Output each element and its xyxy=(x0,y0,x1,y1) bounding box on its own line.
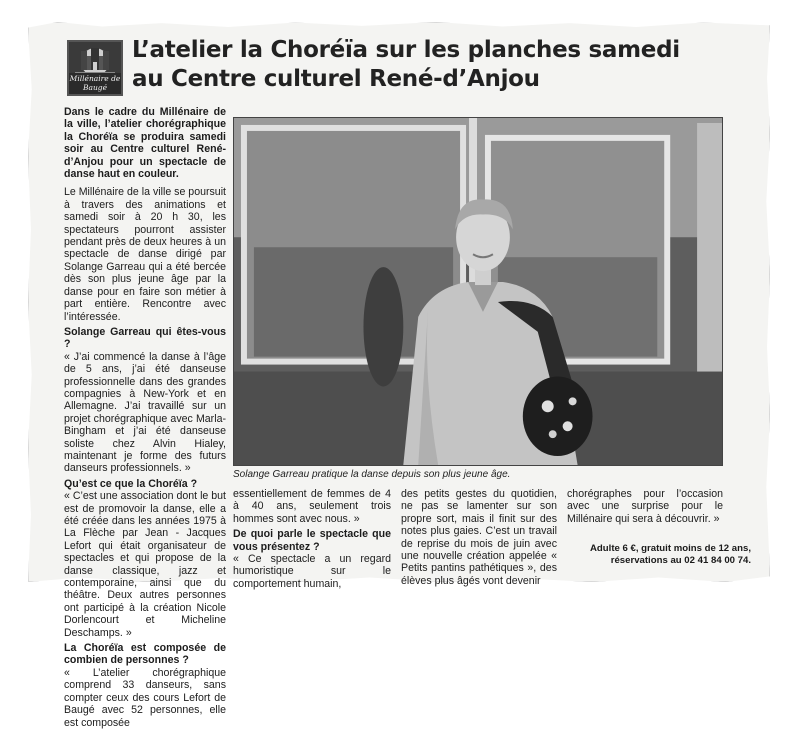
headline-line-2: au Centre culturel René-d’Anjou xyxy=(132,66,540,92)
ticket-price: Adulte 6 €, gratuit moins de 12 ans, xyxy=(590,543,751,554)
article-column-4 xyxy=(567,488,723,528)
reservation-phone: réservations au 02 41 84 00 74. xyxy=(610,555,751,566)
question-4: De quoi parle le spectacle que vous présentez ? xyxy=(233,528,391,553)
article-column-1 xyxy=(64,106,226,732)
column-3-text: des petits gestes du quotidien, ne pas se lamenter sur son propre sort, mais il finit sur des notes plus gaies. C’est un travail de reprise du mois de juin avec une nouvelle création appelée « Petits pantins pathétiques », des élèves plus âgés vont devenir xyxy=(401,488,557,587)
ticket-info xyxy=(545,543,751,567)
article-headline xyxy=(132,36,692,94)
article-intro: Le Millénaire de la ville se poursuit à travers des animations et samedi soir à 20 h 30, les spectateurs pourront assister pendant près de deux heures à un spectacle de danse dirigé par Solange Garreau qui a été bercée dès son plus jeune âge par la danse pour en faire son métier à part entière. Rencontre avec l’intéressée. xyxy=(64,186,226,323)
photo-caption: Solange Garreau pratique la danse depuis son plus jeune âge. xyxy=(233,469,511,480)
millenaire-logo xyxy=(67,40,123,96)
article-column-3 xyxy=(401,488,557,590)
answer-3: « L’atelier chorégraphique comprend 33 danseurs, sans compter ceux des cours Lefort de Baugé avec 52 personnes, elle est composée xyxy=(64,666,226,729)
column-2-text: essentiellement de femmes de 4 à 40 ans, seulement trois hommes sont avec nous. » xyxy=(233,488,391,525)
article-lead: Dans le cadre du Millénaire de la ville, l’atelier chorégraphique la Choréïa se produira samedi soir au Centre culturel René-d’Anjou pour un spectacle de danse haut en couleur. xyxy=(64,106,226,181)
answer-1: « J’ai commencé la danse à l’âge de 5 ans, j’ai été danseuse professionnelle dans des grandes compagnies à New-York et en Allemagne. J’ai travaillé sur un projet chorégraphique avec Marla-Bingham et j’ai été danseuse soliste chez Alvin Hialey, maintenant je forme des futurs danseurs professionnels. » xyxy=(64,350,226,475)
woman-photo-image xyxy=(234,118,722,465)
answer-2: « C’est une association dont le but est de promovoir la danse, elle a été créée dans les années 1975 à La Flèche par Jean - Jacques Lefort qui était organisateur de spectacles et qui propose de la danse classique, jazz et contemporaine, ainsi que du théâtre. Deux autres personnes ont participé à la création Nicole Dorlencourt et Micheline Deschamps. » xyxy=(64,490,226,639)
logo-label: Millénaire de Baugé xyxy=(69,74,121,92)
question-3: La Choréïa est composée de combien de personnes ? xyxy=(64,642,226,667)
headline-line-1: L’atelier la Choréïa sur les planches samedi xyxy=(132,37,680,63)
answer-4: « Ce spectacle a un regard humoristique sur le comportement humain, xyxy=(233,553,391,590)
column-4-text: chorégraphes pour l’occasion avec une surprise pour le Millénaire qui sera à découvrir. » xyxy=(567,488,723,525)
article-column-2 xyxy=(233,488,391,593)
article-photo xyxy=(233,117,723,466)
question-2: Qu’est ce que la Choréïa ? xyxy=(64,477,198,490)
question-1: Solange Garreau qui êtes-vous ? xyxy=(64,325,226,351)
